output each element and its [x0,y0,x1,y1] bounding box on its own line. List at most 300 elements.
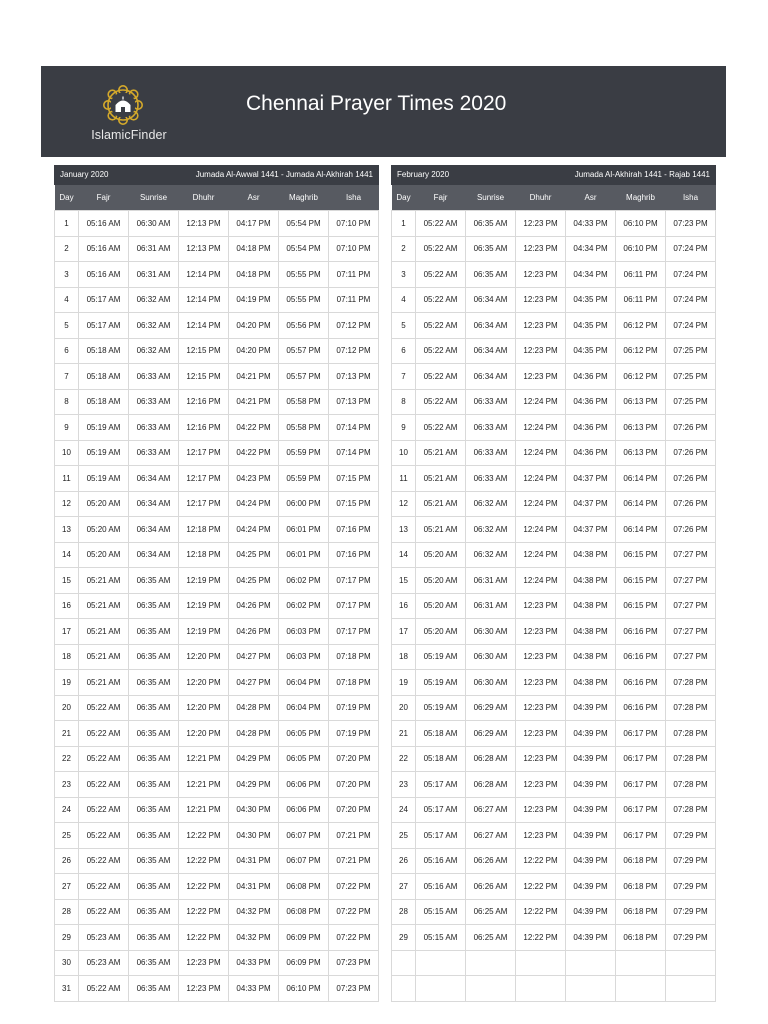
maghrib-cell [616,976,666,1002]
asr-cell: 04:39 PM [566,695,616,721]
sunrise-cell: 06:34 AM [129,491,179,517]
isha-cell: 07:19 PM [329,695,379,721]
sunrise-cell: 06:35 AM [466,262,516,288]
sunrise-cell: 06:32 AM [129,338,179,364]
sunrise-cell: 06:35 AM [129,644,179,670]
maghrib-cell: 06:14 PM [616,491,666,517]
day-cell: 27 [55,874,79,900]
fajr-cell: 05:20 AM [416,568,466,594]
fajr-cell: 05:19 AM [79,440,129,466]
dhuhr-cell: 12:22 PM [179,899,229,925]
table-row [55,976,379,1002]
isha-cell: 07:11 PM [329,262,379,288]
page-title: Chennai Prayer Times 2020 [246,92,507,115]
table-row [55,950,379,976]
asr-cell: 04:33 PM [229,976,279,1002]
fajr-cell: 05:22 AM [79,899,129,925]
maghrib-cell: 06:12 PM [616,313,666,339]
isha-cell: 07:21 PM [329,823,379,849]
table-row [55,670,379,696]
table-row [55,236,379,262]
day-cell: 21 [55,721,79,747]
day-cell: 11 [55,466,79,492]
maghrib-cell: 06:16 PM [616,619,666,645]
asr-cell: 04:21 PM [229,364,279,390]
dhuhr-cell: 12:15 PM [179,338,229,364]
dhuhr-cell: 12:20 PM [179,644,229,670]
sunrise-cell: 06:33 AM [466,415,516,441]
isha-cell: 07:26 PM [666,517,716,543]
asr-cell: 04:33 PM [229,950,279,976]
fajr-cell: 05:22 AM [79,848,129,874]
fajr-cell: 05:17 AM [79,313,129,339]
sunrise-cell: 06:25 AM [466,899,516,925]
sunrise-cell: 06:35 AM [129,823,179,849]
day-cell: 1 [392,211,416,237]
fajr-cell: 05:18 AM [416,721,466,747]
asr-cell: 04:27 PM [229,670,279,696]
day-cell: 8 [392,389,416,415]
dhuhr-cell: 12:24 PM [516,517,566,543]
sunrise-cell: 06:33 AM [129,415,179,441]
asr-cell: 04:37 PM [566,491,616,517]
sunrise-cell: 06:28 AM [466,746,516,772]
islamicfinder-logo[interactable] [84,82,174,146]
fajr-cell: 05:22 AM [79,797,129,823]
dhuhr-cell: 12:19 PM [179,593,229,619]
table-row [392,823,716,849]
table-row [55,848,379,874]
sunrise-cell: 06:35 AM [129,950,179,976]
month-table-january [54,165,379,1002]
day-cell: 14 [55,542,79,568]
page-header [41,66,726,157]
maghrib-cell: 06:05 PM [279,746,329,772]
dhuhr-cell: 12:22 PM [516,848,566,874]
sunrise-cell: 06:35 AM [129,899,179,925]
isha-cell: 07:28 PM [666,797,716,823]
sunrise-cell: 06:35 AM [129,848,179,874]
isha-cell: 07:17 PM [329,568,379,594]
sunrise-cell: 06:31 AM [466,568,516,594]
isha-cell: 07:27 PM [666,568,716,594]
month-bar [391,165,716,185]
fajr-cell: 05:17 AM [416,823,466,849]
day-cell: 7 [55,364,79,390]
table-row [392,721,716,747]
fajr-cell: 05:22 AM [416,338,466,364]
fajr-cell: 05:21 AM [79,644,129,670]
day-cell: 6 [55,338,79,364]
asr-cell: 04:38 PM [566,619,616,645]
sunrise-cell: 06:35 AM [129,568,179,594]
isha-cell [666,976,716,1002]
asr-cell: 04:34 PM [566,236,616,262]
asr-cell: 04:35 PM [566,338,616,364]
dhuhr-cell: 12:14 PM [179,262,229,288]
asr-cell: 04:38 PM [566,568,616,594]
isha-cell: 07:27 PM [666,644,716,670]
column-header-isha: Isha [666,185,716,211]
day-cell: 9 [392,415,416,441]
isha-cell: 07:28 PM [666,695,716,721]
asr-cell [566,950,616,976]
maghrib-cell: 06:10 PM [616,236,666,262]
day-cell: 29 [392,925,416,951]
logo-text: IslamicFinder [91,128,167,142]
maghrib-cell: 06:08 PM [279,874,329,900]
dhuhr-cell: 12:23 PM [516,695,566,721]
sunrise-cell: 06:34 AM [129,542,179,568]
fajr-cell: 05:20 AM [79,542,129,568]
asr-cell: 04:35 PM [566,287,616,313]
isha-cell: 07:20 PM [329,797,379,823]
table-row [392,746,716,772]
fajr-cell: 05:17 AM [416,797,466,823]
day-cell: 4 [55,287,79,313]
maghrib-cell: 05:57 PM [279,338,329,364]
maghrib-cell: 06:13 PM [616,389,666,415]
table-row [392,389,716,415]
dhuhr-cell: 12:24 PM [516,542,566,568]
isha-cell: 07:27 PM [666,593,716,619]
fajr-cell: 05:16 AM [416,848,466,874]
isha-cell: 07:13 PM [329,364,379,390]
isha-cell: 07:22 PM [329,899,379,925]
day-cell [392,950,416,976]
month-bar [54,165,379,185]
isha-cell: 07:28 PM [666,670,716,696]
day-cell: 18 [392,644,416,670]
table-row [55,823,379,849]
table-row [55,899,379,925]
table-row [55,619,379,645]
asr-cell: 04:39 PM [566,848,616,874]
isha-cell: 07:17 PM [329,619,379,645]
day-cell: 15 [392,568,416,594]
day-cell: 8 [55,389,79,415]
fajr-cell: 05:23 AM [79,925,129,951]
sunrise-cell: 06:29 AM [466,721,516,747]
day-cell: 4 [392,287,416,313]
asr-cell: 04:28 PM [229,721,279,747]
day-cell: 20 [392,695,416,721]
table-row [55,415,379,441]
dhuhr-cell: 12:23 PM [179,950,229,976]
day-cell: 24 [55,797,79,823]
asr-cell: 04:39 PM [566,772,616,798]
isha-cell: 07:26 PM [666,466,716,492]
isha-cell: 07:20 PM [329,772,379,798]
isha-cell: 07:26 PM [666,415,716,441]
day-cell: 3 [55,262,79,288]
isha-cell: 07:16 PM [329,517,379,543]
dhuhr-cell: 12:13 PM [179,211,229,237]
dhuhr-cell: 12:24 PM [516,389,566,415]
sunrise-cell: 06:28 AM [466,772,516,798]
table-row [55,593,379,619]
table-row [392,695,716,721]
table-row [392,491,716,517]
table-row [392,364,716,390]
sunrise-cell: 06:25 AM [466,925,516,951]
maghrib-cell: 06:18 PM [616,848,666,874]
day-cell: 16 [55,593,79,619]
column-header-asr: Asr [229,185,279,211]
sunrise-cell: 06:32 AM [129,313,179,339]
dhuhr-cell: 12:24 PM [516,466,566,492]
hijri-months: Jumada Al-Akhirah 1441 - Rajab 1441 [574,170,710,179]
isha-cell: 07:26 PM [666,491,716,517]
table-row [55,491,379,517]
day-cell [392,976,416,1002]
isha-cell: 07:25 PM [666,364,716,390]
fajr-cell: 05:22 AM [416,364,466,390]
sunrise-cell: 06:34 AM [129,466,179,492]
maghrib-cell: 06:17 PM [616,746,666,772]
table-row [392,848,716,874]
isha-cell: 07:24 PM [666,313,716,339]
sunrise-cell: 06:31 AM [129,262,179,288]
sunrise-cell: 06:32 AM [466,491,516,517]
sunrise-cell: 06:35 AM [129,695,179,721]
fajr-cell: 05:22 AM [79,976,129,1002]
maghrib-cell: 06:09 PM [279,925,329,951]
sunrise-cell: 06:35 AM [129,874,179,900]
table-row [392,440,716,466]
fajr-cell: 05:20 AM [79,517,129,543]
maghrib-cell: 06:13 PM [616,415,666,441]
isha-cell: 07:12 PM [329,338,379,364]
column-header-fajr: Fajr [416,185,466,211]
isha-cell: 07:22 PM [329,925,379,951]
column-header-day: Day [55,185,79,211]
day-cell: 22 [392,746,416,772]
maghrib-cell: 05:57 PM [279,364,329,390]
isha-cell: 07:24 PM [666,287,716,313]
fajr-cell: 05:16 AM [416,874,466,900]
dhuhr-cell: 12:20 PM [179,695,229,721]
asr-cell: 04:39 PM [566,925,616,951]
day-cell: 30 [55,950,79,976]
asr-cell: 04:38 PM [566,593,616,619]
table-row [55,542,379,568]
asr-cell: 04:24 PM [229,491,279,517]
fajr-cell: 05:17 AM [79,287,129,313]
day-cell: 3 [392,262,416,288]
fajr-cell: 05:19 AM [79,415,129,441]
isha-cell: 07:28 PM [666,772,716,798]
isha-cell: 07:28 PM [666,721,716,747]
table-row [55,746,379,772]
table-row [392,568,716,594]
dhuhr-cell [516,950,566,976]
asr-cell: 04:36 PM [566,440,616,466]
maghrib-cell: 06:02 PM [279,593,329,619]
sunrise-cell: 06:30 AM [466,670,516,696]
isha-cell: 07:29 PM [666,874,716,900]
isha-cell: 07:16 PM [329,542,379,568]
table-row [392,313,716,339]
table-row [55,466,379,492]
table-row [55,568,379,594]
dhuhr-cell: 12:23 PM [179,976,229,1002]
asr-cell: 04:30 PM [229,823,279,849]
isha-cell: 07:10 PM [329,211,379,237]
day-cell: 31 [55,976,79,1002]
sunrise-cell: 06:32 AM [466,517,516,543]
asr-cell: 04:36 PM [566,389,616,415]
sunrise-cell [466,950,516,976]
dhuhr-cell: 12:17 PM [179,466,229,492]
asr-cell: 04:38 PM [566,644,616,670]
dhuhr-cell: 12:23 PM [516,211,566,237]
asr-cell: 04:39 PM [566,899,616,925]
maghrib-cell: 06:16 PM [616,644,666,670]
maghrib-cell: 05:55 PM [279,262,329,288]
maghrib-cell: 05:56 PM [279,313,329,339]
dhuhr-cell: 12:24 PM [516,440,566,466]
dhuhr-cell: 12:21 PM [179,746,229,772]
day-cell: 2 [392,236,416,262]
column-header-sunrise: Sunrise [129,185,179,211]
day-cell: 19 [55,670,79,696]
sunrise-cell: 06:33 AM [129,389,179,415]
isha-cell: 07:23 PM [329,950,379,976]
isha-cell: 07:15 PM [329,491,379,517]
table-body [392,211,716,1002]
day-cell: 12 [392,491,416,517]
table-row [392,797,716,823]
dhuhr-cell: 12:16 PM [179,389,229,415]
sunrise-cell: 06:33 AM [466,466,516,492]
sunrise-cell: 06:35 AM [129,721,179,747]
fajr-cell: 05:21 AM [79,593,129,619]
day-cell: 23 [392,772,416,798]
table-row [55,874,379,900]
day-cell: 27 [392,874,416,900]
isha-cell: 07:14 PM [329,415,379,441]
table-row [392,236,716,262]
isha-cell: 07:24 PM [666,262,716,288]
sunrise-cell: 06:30 AM [129,211,179,237]
table-row [392,925,716,951]
table-row [55,389,379,415]
asr-cell: 04:29 PM [229,772,279,798]
table-row [55,364,379,390]
table-row [392,899,716,925]
column-header-dhuhr: Dhuhr [179,185,229,211]
asr-cell: 04:25 PM [229,568,279,594]
day-cell: 21 [392,721,416,747]
table-row [55,644,379,670]
dhuhr-cell [516,976,566,1002]
isha-cell: 07:29 PM [666,925,716,951]
table-row [55,211,379,237]
maghrib-cell: 06:09 PM [279,950,329,976]
fajr-cell: 05:19 AM [79,466,129,492]
dhuhr-cell: 12:15 PM [179,364,229,390]
dhuhr-cell: 12:20 PM [179,670,229,696]
day-cell: 2 [55,236,79,262]
dhuhr-cell: 12:24 PM [516,415,566,441]
maghrib-cell: 05:58 PM [279,415,329,441]
month-name: February 2020 [397,170,450,179]
column-header-maghrib: Maghrib [279,185,329,211]
fajr-cell: 05:18 AM [79,364,129,390]
day-cell: 10 [392,440,416,466]
column-header-asr: Asr [566,185,616,211]
table-row [55,262,379,288]
isha-cell: 07:20 PM [329,746,379,772]
isha-cell: 07:29 PM [666,823,716,849]
table-row [55,797,379,823]
fajr-cell: 05:22 AM [79,874,129,900]
dhuhr-cell: 12:23 PM [516,313,566,339]
maghrib-cell: 05:54 PM [279,236,329,262]
asr-cell: 04:37 PM [566,466,616,492]
fajr-cell: 05:20 AM [416,619,466,645]
asr-cell: 04:32 PM [229,899,279,925]
isha-cell: 07:12 PM [329,313,379,339]
sunrise-cell: 06:31 AM [129,236,179,262]
fajr-cell: 05:22 AM [416,389,466,415]
day-cell: 10 [55,440,79,466]
isha-cell: 07:21 PM [329,848,379,874]
table-row [392,874,716,900]
sunrise-cell: 06:33 AM [466,440,516,466]
fajr-cell: 05:21 AM [416,491,466,517]
maghrib-cell: 06:07 PM [279,823,329,849]
day-cell: 5 [392,313,416,339]
day-cell: 19 [392,670,416,696]
dhuhr-cell: 12:16 PM [179,415,229,441]
dhuhr-cell: 12:24 PM [516,491,566,517]
table-row [55,313,379,339]
table-row [55,338,379,364]
sunrise-cell: 06:35 AM [129,619,179,645]
dhuhr-cell: 12:23 PM [516,797,566,823]
sunrise-cell: 06:31 AM [466,593,516,619]
dhuhr-cell: 12:22 PM [516,874,566,900]
isha-cell: 07:23 PM [666,211,716,237]
asr-cell: 04:22 PM [229,415,279,441]
table-body [55,211,379,1002]
table-row [55,517,379,543]
day-cell: 13 [392,517,416,543]
maghrib-cell: 06:13 PM [616,440,666,466]
asr-cell: 04:34 PM [566,262,616,288]
fajr-cell: 05:18 AM [79,389,129,415]
dhuhr-cell: 12:17 PM [179,491,229,517]
fajr-cell: 05:20 AM [416,593,466,619]
dhuhr-cell: 12:19 PM [179,568,229,594]
maghrib-cell: 06:17 PM [616,823,666,849]
maghrib-cell: 05:54 PM [279,211,329,237]
isha-cell: 07:18 PM [329,644,379,670]
dhuhr-cell: 12:21 PM [179,772,229,798]
maghrib-cell: 06:01 PM [279,542,329,568]
day-cell: 20 [55,695,79,721]
maghrib-cell: 06:10 PM [279,976,329,1002]
day-cell: 13 [55,517,79,543]
fajr-cell: 05:18 AM [416,746,466,772]
asr-cell: 04:28 PM [229,695,279,721]
dhuhr-cell: 12:22 PM [179,823,229,849]
fajr-cell: 05:16 AM [79,211,129,237]
maghrib-cell: 05:58 PM [279,389,329,415]
table-row [392,619,716,645]
